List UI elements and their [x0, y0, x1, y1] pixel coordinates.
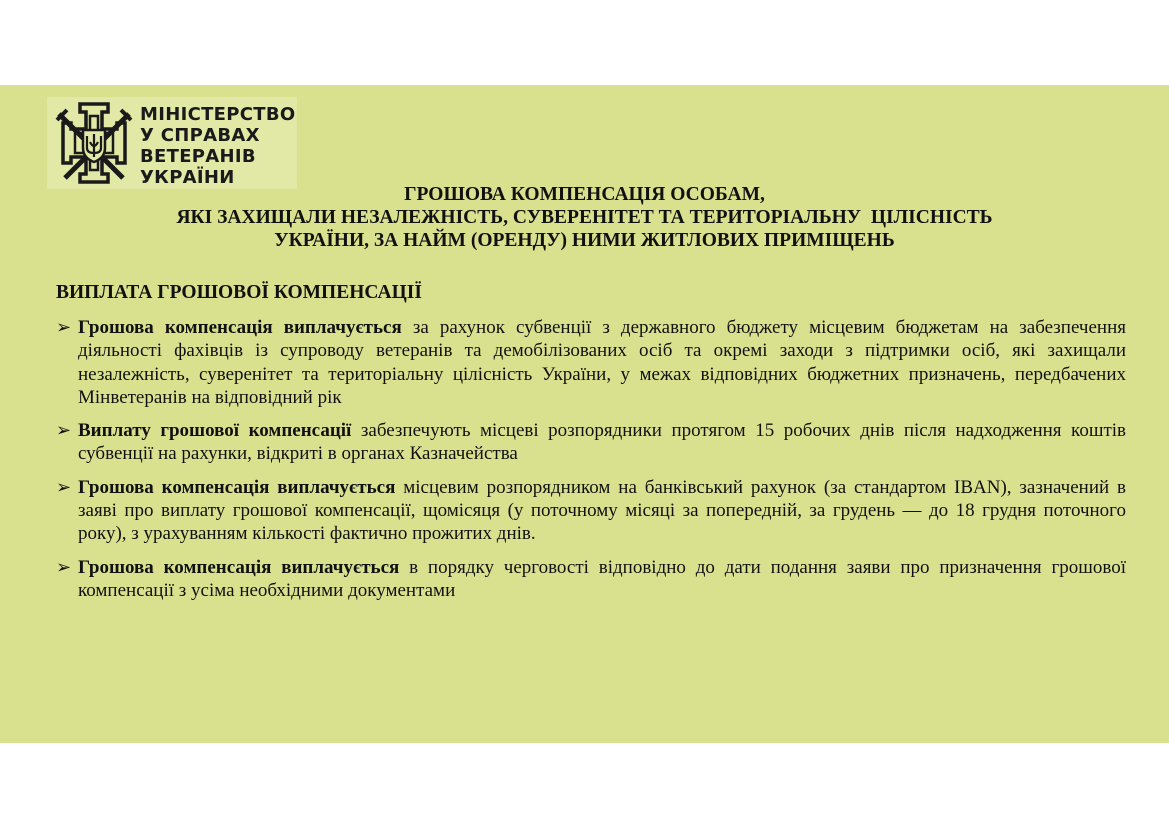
ministry-name-line: У СПРАВАХ — [140, 125, 260, 146]
ministry-cross-emblem-icon — [53, 102, 135, 184]
bullet-text: в порядку черговості відповідно до дати подання заяви про призначення грошової компенсації з усіма необхідними документами — [78, 556, 1126, 601]
bullet-bold-lead: Грошова компенсація виплачується — [78, 556, 400, 578]
bullet-text: за рахунок субвенції з державного бюджету місцевим бюджетам на забезпечення діяльності фахівців із супроводу ветеранів та демобілізованих осіб та окремі заходи з підтримки осіб, які захищали незалежність, суверенітет та територіальну цілісність України, у межах відповідних бюджетних призначень, передбачених Мінветеранів на відповідний рік — [78, 317, 1126, 408]
bullet-bold-lead: Виплату грошової компенсації — [78, 420, 352, 442]
bullet-text: місцевим розпорядником на банківський рахунок (за стандартом IBAN), зазначений в заяві про виплату грошової компенсації, щомісяця (у поточному місяці за попередній, за грудень — до 18 грудня поточного року), з урахуванням кількості фактично прожитих днів. — [78, 476, 1126, 545]
bullet-item — [56, 556, 1126, 603]
bullet-item — [56, 476, 1126, 546]
bullet-bold-lead: Грошова компенсація виплачується — [78, 317, 402, 338]
page-title — [0, 183, 1169, 252]
bullet-item — [56, 316, 1126, 409]
arrow-bullet-icon: ➢ — [56, 420, 72, 441]
slide — [0, 85, 1169, 743]
page-title-line: ГРОШОВА КОМПЕНСАЦІЯ ОСОБАМ, — [404, 184, 765, 205]
bullet-list — [56, 316, 1126, 602]
bullet-text: забезпечують місцеві розпорядники протягом 15 робочих днів після надходження коштів субвенції на рахунки, відкриті в органах Казначейства — [78, 420, 1127, 465]
arrow-bullet-icon: ➢ — [56, 556, 72, 577]
ministry-logo — [47, 97, 297, 189]
arrow-bullet-icon: ➢ — [56, 476, 72, 497]
page-title-line: ЯКІ ЗАХИЩАЛИ НЕЗАЛЕЖНІСТЬ, СУВЕРЕНІТЕТ ТА ТЕРИТОРІАЛЬНУ ЦІЛІСНІСТЬ — [176, 207, 993, 228]
ministry-name-line: ВЕТЕРАНІВ — [140, 146, 256, 167]
ministry-name — [140, 104, 295, 188]
arrow-bullet-icon: ➢ — [56, 317, 72, 337]
ministry-name-line: УКРАЇНИ — [140, 167, 235, 188]
ministry-name-line: МІНІСТЕРСТВО — [140, 104, 296, 125]
bullet-item — [56, 419, 1126, 466]
section-heading: ВИПЛАТА ГРОШОВОЇ КОМПЕНСАЦІЇ — [56, 282, 422, 303]
page-title-line: УКРАЇНИ, ЗА НАЙМ (ОРЕНДУ) НИМИ ЖИТЛОВИХ ПРИМІЩЕНЬ — [274, 230, 895, 251]
bullet-bold-lead: Грошова компенсація виплачується — [78, 476, 396, 498]
